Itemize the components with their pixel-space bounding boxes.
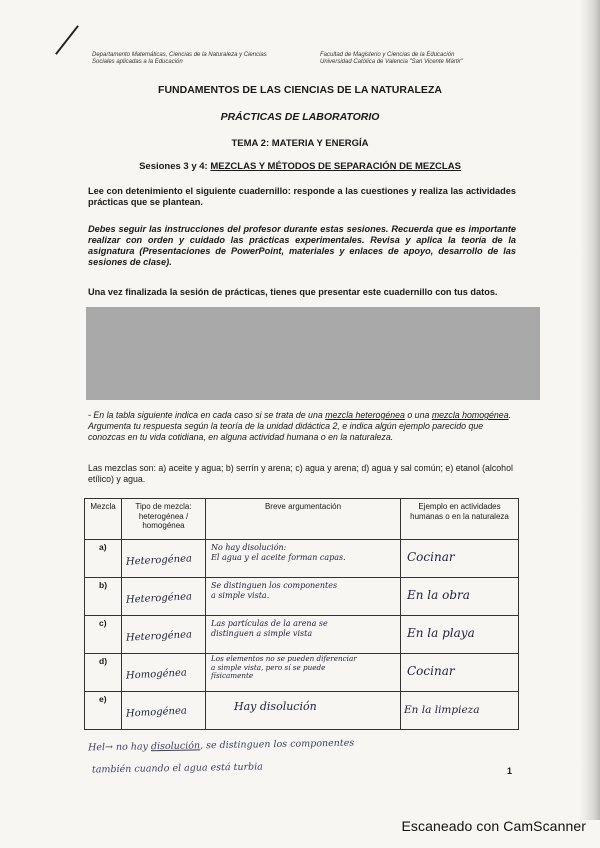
header-type: Tipo de mezcla: heterogénea / homogénea xyxy=(122,499,206,540)
cell-letter xyxy=(85,654,122,692)
practices-title: PRÁCTICAS DE LABORATORIO xyxy=(220,111,380,123)
table-row xyxy=(85,654,519,692)
answer-argument xyxy=(211,655,357,681)
row-letter: e) xyxy=(99,694,107,704)
page-number: 1 xyxy=(507,766,513,776)
cell-example xyxy=(401,578,519,616)
table-row xyxy=(85,578,519,616)
cell-argument xyxy=(206,578,401,616)
argument-line: No hay disolución: xyxy=(211,543,287,552)
header-left xyxy=(92,52,292,66)
row-letter: a) xyxy=(99,542,107,552)
argument-line: Se distinguen los componentes xyxy=(211,581,338,590)
handwritten-note-line1 xyxy=(88,738,354,754)
intro-term-homogeneous: mezcla homogénea xyxy=(431,410,509,420)
instructions-paragraph-2: Debes seguir las instrucciones del profesor durante estas sesiones. Recuerda que es importante realizar con orden y cuidado las prácticas experimentales. Revisa y aplica la teoría de la asignatura (Presentaciones de PowerPoint, materiales y enlaces de apoyo, desarrollo de las sesiones de clase). xyxy=(88,224,516,267)
table-row xyxy=(85,540,519,578)
cell-letter xyxy=(85,540,122,578)
cell-letter xyxy=(85,578,122,616)
table-header-row xyxy=(85,499,519,540)
answer-example: En la limpieza xyxy=(404,704,480,716)
cell-example xyxy=(401,616,519,654)
intro-text-c: o una xyxy=(404,410,432,420)
scanner-watermark: Escaneado con CamScanner xyxy=(401,818,586,834)
table-row xyxy=(85,616,519,654)
answer-argument xyxy=(234,702,317,712)
course-title: FUNDAMENTOS DE LAS CIENCIAS DE LA NATURALEZA xyxy=(158,84,442,96)
answer-argument xyxy=(211,581,337,601)
topic-title: TEMA 2: MATERIA Y ENERGÍA xyxy=(231,138,369,149)
answer-type: Homogénea xyxy=(125,667,188,682)
argument-line: Las partículas de la arena se xyxy=(211,619,328,628)
argument-line: físicamente xyxy=(211,671,254,680)
answer-type: Homogénea xyxy=(125,705,188,720)
table-row xyxy=(85,692,519,730)
cell-letter xyxy=(85,692,122,730)
cell-type xyxy=(122,578,206,616)
answer-example: En la playa xyxy=(407,626,475,640)
cell-type xyxy=(122,616,206,654)
header-example: Ejemplo en actividades humanas o en la naturaleza xyxy=(401,499,519,540)
row-letter: b) xyxy=(99,580,108,590)
row-letter: d) xyxy=(99,656,108,666)
cell-example xyxy=(401,540,519,578)
cell-example xyxy=(401,654,519,692)
answer-example: Cocinar xyxy=(407,550,455,564)
cell-type xyxy=(122,654,206,692)
cell-letter xyxy=(85,616,122,654)
intro-text-e: . Argumenta tu respuesta según la teoría de la unidad didáctica 2, e indica algún ejemplo parecido que conozcas en tu vida cotidiana, en alguna actividad humana o en la naturaleza. xyxy=(88,410,512,442)
redacted-student-data xyxy=(86,307,540,400)
sessions-title xyxy=(60,161,540,172)
cell-argument xyxy=(206,616,401,654)
cell-type xyxy=(122,540,206,578)
cell-example xyxy=(401,692,519,730)
header-right-line2: Universidad Católica de Valencia "San Vicente Mártir" xyxy=(320,59,463,65)
note-underlined: disolución xyxy=(150,740,201,753)
note-text: Hel→ no hay xyxy=(87,741,152,754)
header-mezcla: Mezcla xyxy=(85,499,122,540)
answer-type: Heterogénea xyxy=(125,553,193,568)
argument-line: Hay disolución xyxy=(234,700,317,713)
answer-type: Heterogénea xyxy=(125,629,193,644)
note-text: , se distinguen los componentes xyxy=(199,737,355,752)
header-right-line1: Facultad de Magisterio y Ciencias de la Educación xyxy=(320,52,455,58)
intro-term-heterogeneous: mezcla heterogénea xyxy=(325,410,405,420)
mixtures-list: Las mezclas son: a) aceite y agua; b) serrín y arena; c) agua y arena; d) agua y sal común; e) etanol (alcohol etílico) y agua. xyxy=(88,463,513,484)
header-right xyxy=(320,52,520,66)
header-left-line1: Departamento Matemáticas, Ciencias de la Naturaleza y Ciencias xyxy=(92,52,267,58)
exercise-intro xyxy=(88,410,518,443)
argument-line: El agua y el aceite forman capas. xyxy=(211,553,346,562)
answer-example: Cocinar xyxy=(407,664,455,678)
answer-argument xyxy=(211,619,328,639)
cell-type xyxy=(122,692,206,730)
answer-type: Heterogénea xyxy=(125,591,193,606)
instructions-paragraph-3: Una vez finalizada la sesión de prácticas, tienes que presentar este cuadernillo con tus datos. xyxy=(88,287,498,297)
answer-argument xyxy=(211,543,346,563)
argument-line: a simple vista. xyxy=(211,591,270,600)
handwritten-note-line2: también cuando el agua está turbia xyxy=(91,761,263,776)
answer-example: En la obra xyxy=(407,588,470,602)
row-letter: c) xyxy=(99,618,107,628)
sessions-prefix: Sesiones 3 y 4: xyxy=(139,161,211,172)
cell-argument xyxy=(206,540,401,578)
header-left-line2: Sociales aplicadas a la Educación xyxy=(92,59,183,65)
argument-line: a simple vista, pero sí se puede xyxy=(211,662,326,672)
cell-argument xyxy=(206,654,401,692)
page-edge-shadow xyxy=(580,0,600,820)
argument-line: Los elementos no se pueden diferenciar xyxy=(211,654,357,663)
cell-argument xyxy=(206,692,401,730)
argument-line: distinguen a simple vista xyxy=(211,629,313,638)
header-argument: Breve argumentación xyxy=(206,499,401,540)
sessions-topic: MEZCLAS Y MÉTODOS DE SEPARACIÓN DE MEZCLAS xyxy=(210,161,461,172)
intro-text-a: - En la tabla siguiente indica en cada caso si se trata de una xyxy=(88,410,326,420)
mixtures-table xyxy=(84,498,519,730)
pen-mark xyxy=(55,25,79,55)
instructions-paragraph-1: Lee con detenimiento el siguiente cuadernillo: responde a las cuestiones y realiza las actividades prácticas que se plantean. xyxy=(88,186,516,207)
